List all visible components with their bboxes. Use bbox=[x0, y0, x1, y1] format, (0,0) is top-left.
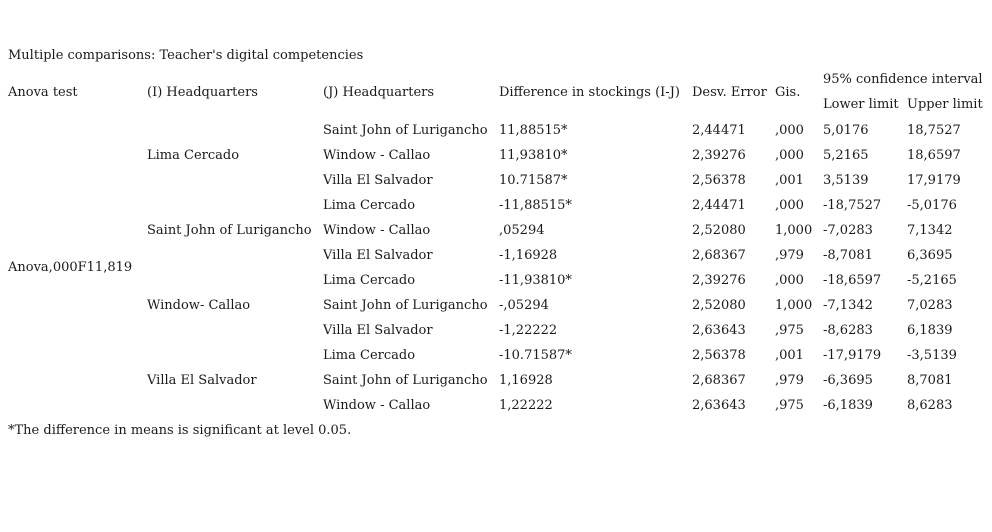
cell-desv-error: 2,44471 bbox=[692, 123, 746, 138]
table-title: Multiple comparisons: Teacher's digital competencies bbox=[8, 48, 364, 63]
cell-lower-limit: -8,6283 bbox=[823, 323, 873, 338]
cell-gis: ,979 bbox=[775, 248, 804, 263]
cell-difference: 10.71587* bbox=[499, 173, 568, 188]
cell-gis: ,979 bbox=[775, 373, 804, 388]
cell-gis: 1,000 bbox=[775, 223, 813, 238]
cell-gis: ,001 bbox=[775, 348, 804, 363]
footnote: *The difference in means is significant at level 0.05. bbox=[8, 423, 352, 438]
group-label: Saint John of Lurigancho bbox=[147, 223, 312, 238]
header-i-headquarters: (I) Headquarters bbox=[147, 85, 258, 100]
cell-desv-error: 2,44471 bbox=[692, 198, 746, 213]
cell-lower-limit: -6,3695 bbox=[823, 373, 873, 388]
header-lower-limit: Lower limit bbox=[823, 97, 899, 112]
cell-desv-error: 2,39276 bbox=[692, 148, 746, 163]
cell-lower-limit: -18,6597 bbox=[823, 273, 882, 288]
cell-desv-error: 2,68367 bbox=[692, 373, 746, 388]
cell-desv-error: 2,56378 bbox=[692, 173, 746, 188]
cell-difference: -11,93810* bbox=[499, 273, 572, 288]
header-j-headquarters: (J) Headquarters bbox=[323, 85, 435, 100]
cell-difference: 11,93810* bbox=[499, 148, 568, 163]
cell-lower-limit: -7,1342 bbox=[823, 298, 873, 313]
cell-j-headquarters: Saint John of Lurigancho bbox=[323, 373, 488, 388]
group-label: Villa El Salvador bbox=[147, 373, 257, 388]
cell-difference: 11,88515* bbox=[499, 123, 568, 138]
cell-upper-limit: 17,9179 bbox=[907, 173, 961, 188]
cell-gis: ,000 bbox=[775, 198, 804, 213]
cell-lower-limit: -18,7527 bbox=[823, 198, 882, 213]
cell-upper-limit: 8,7081 bbox=[907, 373, 953, 388]
cell-upper-limit: -5,2165 bbox=[907, 273, 957, 288]
cell-gis: ,000 bbox=[775, 148, 804, 163]
cell-upper-limit: 7,1342 bbox=[907, 223, 953, 238]
cell-difference: -,05294 bbox=[499, 298, 549, 313]
cell-desv-error: 2,63643 bbox=[692, 398, 746, 413]
cell-difference: -1,16928 bbox=[499, 248, 558, 263]
cell-j-headquarters: Lima Cercado bbox=[323, 348, 416, 363]
anova-label: Anova,000F11,819 bbox=[8, 260, 133, 275]
cell-difference: 1,22222 bbox=[499, 398, 553, 413]
cell-desv-error: 2,56378 bbox=[692, 348, 746, 363]
header-anova-test: Anova test bbox=[8, 85, 78, 100]
cell-desv-error: 2,52080 bbox=[692, 223, 746, 238]
cell-j-headquarters: Window - Callao bbox=[323, 223, 431, 238]
cell-difference: -11,88515* bbox=[499, 198, 572, 213]
cell-j-headquarters: Saint John of Lurigancho bbox=[323, 298, 488, 313]
header-gis: Gis. bbox=[775, 85, 801, 100]
cell-desv-error: 2,68367 bbox=[692, 248, 746, 263]
cell-upper-limit: -5,0176 bbox=[907, 198, 957, 213]
cell-j-headquarters: Window - Callao bbox=[323, 398, 431, 413]
cell-gis: ,975 bbox=[775, 323, 804, 338]
cell-gis: ,000 bbox=[775, 273, 804, 288]
group-label: Lima Cercado bbox=[147, 148, 240, 163]
cell-j-headquarters: Lima Cercado bbox=[323, 198, 416, 213]
cell-lower-limit: 5,0176 bbox=[823, 123, 869, 138]
cell-difference: 1,16928 bbox=[499, 373, 553, 388]
cell-j-headquarters: Villa El Salvador bbox=[323, 323, 433, 338]
cell-lower-limit: -7,0283 bbox=[823, 223, 873, 238]
header-difference: Difference in stockings (I-J) bbox=[499, 85, 680, 100]
cell-j-headquarters: Window - Callao bbox=[323, 148, 431, 163]
cell-lower-limit: 5,2165 bbox=[823, 148, 869, 163]
cell-j-headquarters: Saint John of Lurigancho bbox=[323, 123, 488, 138]
cell-desv-error: 2,52080 bbox=[692, 298, 746, 313]
cell-j-headquarters: Lima Cercado bbox=[323, 273, 416, 288]
cell-upper-limit: 18,7527 bbox=[907, 123, 961, 138]
cell-lower-limit: -6,1839 bbox=[823, 398, 873, 413]
cell-desv-error: 2,63643 bbox=[692, 323, 746, 338]
cell-desv-error: 2,39276 bbox=[692, 273, 746, 288]
cell-upper-limit: 8,6283 bbox=[907, 398, 953, 413]
cell-upper-limit: 6,3695 bbox=[907, 248, 953, 263]
group-label: Window- Callao bbox=[147, 298, 251, 313]
cell-j-headquarters: Villa El Salvador bbox=[323, 173, 433, 188]
cell-gis: ,001 bbox=[775, 173, 804, 188]
cell-gis: 1,000 bbox=[775, 298, 813, 313]
cell-upper-limit: 6,1839 bbox=[907, 323, 953, 338]
header-desv-error: Desv. Error bbox=[692, 85, 767, 100]
header-confidence-interval: 95% confidence interval bbox=[823, 72, 983, 87]
cell-lower-limit: -17,9179 bbox=[823, 348, 882, 363]
cell-difference: -1,22222 bbox=[499, 323, 558, 338]
cell-gis: ,000 bbox=[775, 123, 804, 138]
cell-difference: -10.71587* bbox=[499, 348, 572, 363]
cell-lower-limit: 3,5139 bbox=[823, 173, 869, 188]
cell-upper-limit: 7,0283 bbox=[907, 298, 953, 313]
cell-j-headquarters: Villa El Salvador bbox=[323, 248, 433, 263]
header-upper-limit: Upper limit bbox=[907, 97, 983, 112]
cell-difference: ,05294 bbox=[499, 223, 545, 238]
cell-gis: ,975 bbox=[775, 398, 804, 413]
cell-upper-limit: -3,5139 bbox=[907, 348, 957, 363]
cell-upper-limit: 18,6597 bbox=[907, 148, 961, 163]
cell-lower-limit: -8,7081 bbox=[823, 248, 873, 263]
